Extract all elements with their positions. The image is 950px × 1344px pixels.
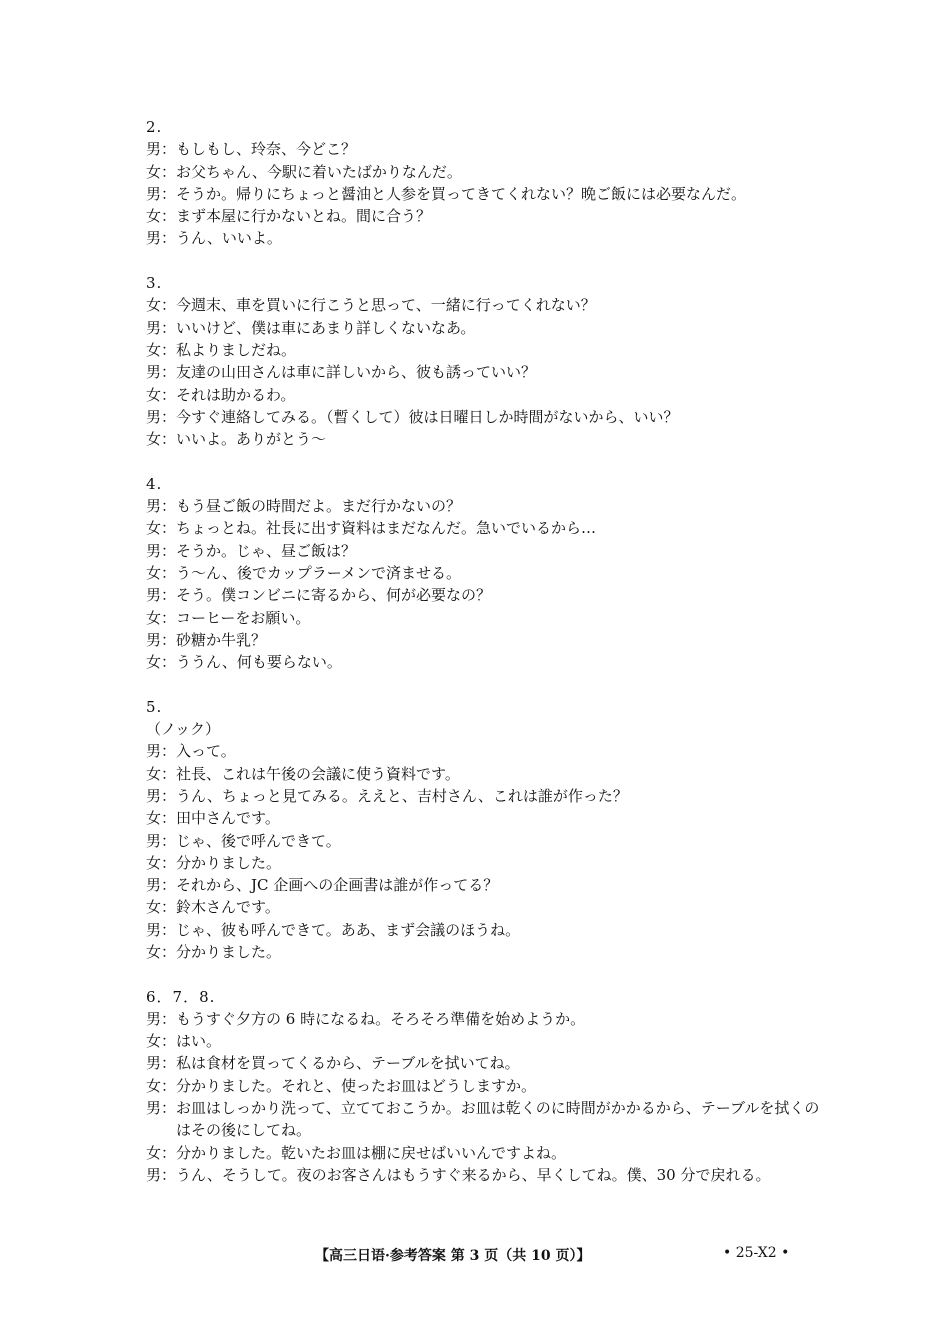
dialogue-line [146, 1008, 826, 1030]
dialogue-text: それから、JC 企画への企画書は誰が作ってる？ [176, 876, 499, 895]
speaker-label: 女： [146, 653, 177, 672]
speaker-label: 男： [146, 876, 177, 895]
dialogue-line [146, 1097, 826, 1142]
dialogue-line [146, 339, 826, 361]
speaker-label: 女： [146, 207, 177, 226]
dialogue-text: それは助かるわ。 [176, 385, 296, 404]
speaker-label: 男： [146, 742, 177, 761]
dialogue-line [146, 896, 826, 918]
dialogue-line [146, 517, 826, 539]
dialogue-text: いいけど、僕は車にあまり詳しくないなあ。 [176, 318, 476, 337]
speaker-label: 女： [146, 430, 177, 449]
dialogue-text: う～ん、後でカップラーメンで済ませる。 [176, 563, 462, 582]
speaker-label: 女： [146, 942, 177, 961]
dialogue-text: 入って。 [176, 742, 236, 761]
dialogue-text: うん、いいよ。 [176, 229, 282, 248]
dialogue-text: はい。 [176, 1032, 222, 1051]
dialogue-text: いいよ。ありがとう～ [176, 430, 327, 449]
dialogue-line [146, 1164, 826, 1186]
dialogue-text: 分かりました。 [176, 853, 282, 872]
dialogue-line [146, 919, 826, 941]
dialogue-line [146, 785, 826, 807]
dialogue-text: 私よりましだね。 [176, 340, 297, 359]
speaker-label: 男： [146, 497, 177, 516]
speaker-label: 男： [146, 541, 177, 560]
dialogue-line [146, 740, 826, 762]
dialogue-text: そう。僕コンビニに寄るから、何が必要なの？ [176, 586, 492, 605]
speaker-label: 男： [146, 229, 177, 248]
speaker-label: 女： [146, 340, 177, 359]
speaker-label: 男： [146, 318, 177, 337]
dialogue-line [146, 317, 826, 339]
speaker-label: 男： [146, 140, 177, 159]
speaker-label: 男： [146, 363, 177, 382]
speaker-label: 女： [146, 853, 177, 872]
dialogue-line [146, 1075, 826, 1097]
dialogue-text: そうか。帰りにちょっと醤油と人参を買ってきてくれない？晩ご飯には必要なんだ。 [176, 184, 747, 203]
speaker-label: 男： [146, 184, 177, 203]
dialogue-line [146, 227, 826, 249]
dialogue-line [146, 540, 826, 562]
speaker-label: 女： [146, 296, 177, 315]
speaker-label: 女： [146, 1143, 177, 1162]
dialogue-line [146, 183, 826, 205]
dialogue-text: もうすぐ夕方の 6 時になるね。そろそろ準備を始めようか。 [176, 1009, 586, 1028]
speaker-label: 男： [146, 630, 177, 649]
section-number: 6．7．8. [146, 987, 216, 1006]
page-footer [0, 1245, 950, 1267]
speaker-label: 女： [146, 1032, 177, 1051]
dialogue-line [146, 651, 826, 673]
dialogue-text: ううん、何も要らない。 [176, 653, 342, 672]
speaker-label: 男： [146, 1009, 177, 1028]
dialogue-section [146, 116, 826, 250]
speaker-label: 女： [146, 162, 177, 181]
dialogue-text: コーヒーをお願い。 [176, 608, 311, 627]
dialogue-section [146, 986, 826, 1187]
speaker-label: 女： [146, 764, 177, 783]
dialogue-line [146, 495, 826, 517]
dialogue-line [146, 205, 826, 227]
dialogue-section [146, 272, 826, 450]
dialogue-line [146, 1142, 826, 1164]
section-number: 2. [146, 118, 163, 136]
dialogue-text: 砂糖か牛乳？ [176, 630, 267, 649]
dialogue-text: もしもし、玲奈、今どこ？ [176, 140, 357, 159]
section-number: 3. [146, 274, 163, 293]
dialogue-line [146, 361, 826, 383]
speaker-label: 男： [146, 586, 177, 605]
dialogue-text: 分かりました。それと、使ったお皿はどうしますか。 [176, 1076, 537, 1095]
dialogue-text: お皿はしっかり洗って、立てておこうか。お皿は乾くのに時間がかかるから、テーブルを拭くのはその後にしてね。 [176, 1099, 820, 1140]
dialogue-text: 鈴木さんです。 [176, 898, 280, 917]
dialogue-text: もう昼ご飯の時間だよ。まだ行かないの？ [176, 497, 462, 516]
speaker-label: 女： [146, 608, 177, 627]
dialogue-line [146, 428, 826, 450]
dialogue-line [146, 807, 826, 829]
narration-line: （ノック） [146, 720, 220, 739]
speaker-label: 男： [146, 786, 177, 805]
dialogue-text: 私は食材を買ってくるから、テーブルを拭いてね。 [176, 1054, 520, 1073]
section-number: 4. [146, 474, 163, 493]
dialogue-text: まず本屋に行かないとね。間に合う？ [176, 207, 432, 226]
document-body [146, 116, 826, 1186]
dialogue-text: ちょっとね。社長に出す資料はまだなんだ。急いでいるから… [176, 519, 597, 538]
dialogue-text: 今すぐ連絡してみる。（暫くして）彼は日曜日しか時間がないから、いい？ [176, 407, 679, 426]
speaker-label: 男： [146, 407, 177, 426]
dialogue-line [146, 406, 826, 428]
section-number: 5. [146, 697, 163, 716]
dialogue-text: 田中さんです。 [176, 809, 280, 828]
dialogue-text: そうか。じゃ、昼ご飯は？ [176, 541, 357, 560]
footer-exam-code: • 25-X2 • [723, 1245, 790, 1261]
dialogue-text: 社長、これは午後の会議に使う資料です。 [176, 764, 460, 783]
dialogue-text: 分かりました。 [176, 942, 282, 961]
dialogue-text: 分かりました。乾いたお皿は棚に戻せばいいんですよね。 [176, 1143, 567, 1162]
dialogue-text: うん、そうして。夜のお客さんはもうすぐ来るから、早くしてね。僕、30 分で戻れる。 [176, 1165, 771, 1184]
dialogue-text: じゃ、彼も呼んできて。ああ、まず会議のほうね。 [176, 920, 521, 939]
speaker-label: 女： [146, 1076, 177, 1095]
speaker-label: 女： [146, 385, 177, 404]
speaker-label: 男： [146, 1054, 177, 1073]
dialogue-line [146, 384, 826, 406]
dialogue-section [146, 473, 826, 674]
speaker-label: 男： [146, 920, 177, 939]
dialogue-text: じゃ、後で呼んできて。 [176, 831, 341, 850]
speaker-label: 女： [146, 519, 177, 538]
dialogue-line [146, 852, 826, 874]
speaker-label: 女： [146, 809, 177, 828]
dialogue-line [146, 161, 826, 183]
dialogue-text: うん、ちょっと見てみる。ええと、吉村さん、これは誰が作った？ [176, 786, 628, 805]
dialogue-text: 友達の山田さんは車に詳しいから、彼も誘っていい？ [176, 363, 537, 382]
dialogue-line [146, 629, 826, 651]
footer-page-label: 【高三日语·参考答案 第 3 页（共 10 页）】 [315, 1248, 591, 1264]
speaker-label: 女： [146, 898, 177, 917]
dialogue-line [146, 584, 826, 606]
dialogue-line [146, 1030, 826, 1052]
speaker-label: 男： [146, 831, 177, 850]
dialogue-section [146, 696, 826, 964]
dialogue-line [146, 294, 826, 316]
dialogue-line [146, 607, 826, 629]
dialogue-line [146, 562, 826, 584]
dialogue-line [146, 941, 826, 963]
speaker-label: 男： [146, 1099, 177, 1118]
dialogue-line [146, 874, 826, 896]
dialogue-line [146, 138, 826, 160]
speaker-label: 女： [146, 563, 177, 582]
dialogue-line [146, 830, 826, 852]
dialogue-line [146, 1052, 826, 1074]
speaker-label: 男： [146, 1165, 177, 1184]
dialogue-line [146, 763, 826, 785]
dialogue-text: 今週末、車を買いに行こうと思って、一緒に行ってくれない？ [176, 296, 596, 315]
dialogue-text: お父ちゃん、今駅に着いたばかりなんだ。 [176, 162, 462, 181]
